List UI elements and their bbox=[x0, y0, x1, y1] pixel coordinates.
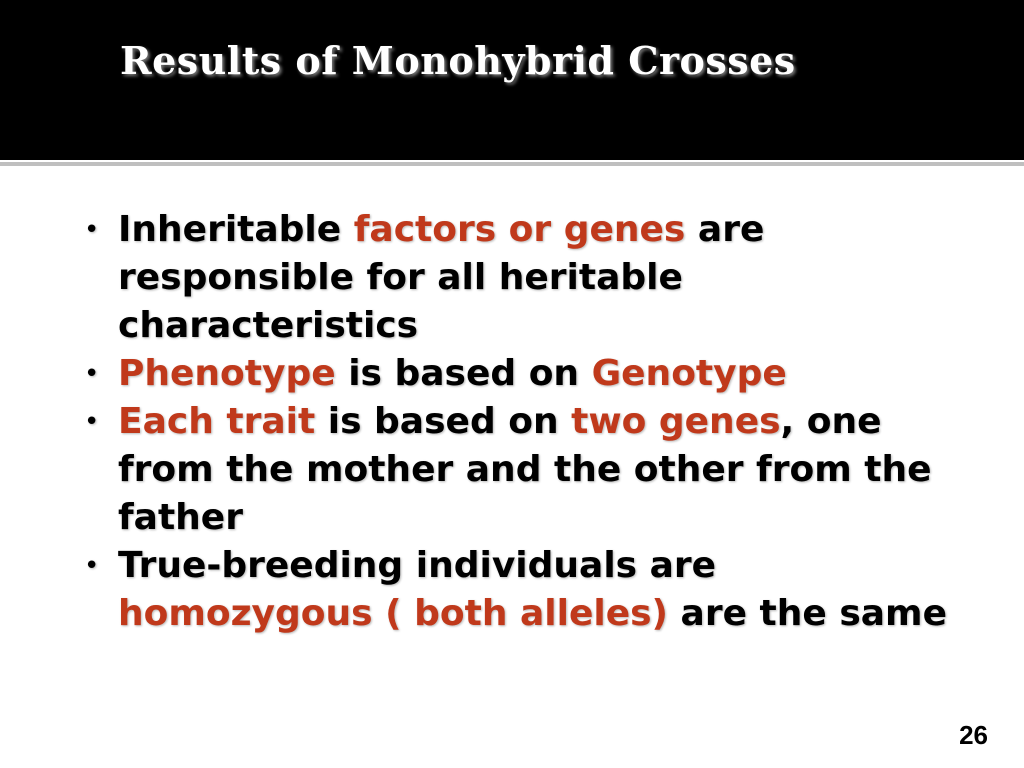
bullet-segment: True-breeding individuals are bbox=[118, 545, 717, 586]
bullet-text bbox=[118, 353, 787, 394]
bullet-segment: Inheritable bbox=[118, 209, 354, 250]
bullet-highlight: homozygous ( both alleles) bbox=[118, 593, 669, 634]
bullet-item bbox=[80, 398, 980, 542]
bullet-item bbox=[80, 542, 980, 638]
bullet-segment: are responsible for all heritable characteristics bbox=[118, 209, 765, 346]
slide-title: Results of Monohybrid Crosses bbox=[120, 38, 796, 83]
bullet-segment: are the same bbox=[668, 593, 947, 634]
bullet-highlight: Phenotype bbox=[118, 353, 336, 394]
bullet-list bbox=[80, 206, 980, 638]
bullet-segment: is based on bbox=[315, 401, 572, 442]
bullet-item bbox=[80, 350, 980, 398]
title-divider bbox=[0, 162, 1024, 166]
bullet-item bbox=[80, 206, 980, 350]
bullet-highlight: Each trait bbox=[118, 401, 316, 442]
bullet-icon: • bbox=[84, 407, 100, 437]
bullet-icon: • bbox=[84, 215, 100, 245]
page-number: 26 bbox=[959, 720, 988, 750]
bullet-icon: • bbox=[84, 359, 100, 389]
bullet-text bbox=[118, 209, 764, 346]
bullet-highlight: factors or genes bbox=[353, 209, 686, 250]
bullet-highlight: Genotype bbox=[591, 353, 787, 394]
bullet-text bbox=[118, 401, 932, 538]
bullet-icon: • bbox=[84, 551, 100, 581]
bullet-segment: , one from the mother and the other from the father bbox=[118, 401, 932, 538]
bullet-segment: is based on bbox=[335, 353, 592, 394]
bullet-text bbox=[118, 545, 947, 634]
bullet-highlight: two genes bbox=[571, 401, 781, 442]
